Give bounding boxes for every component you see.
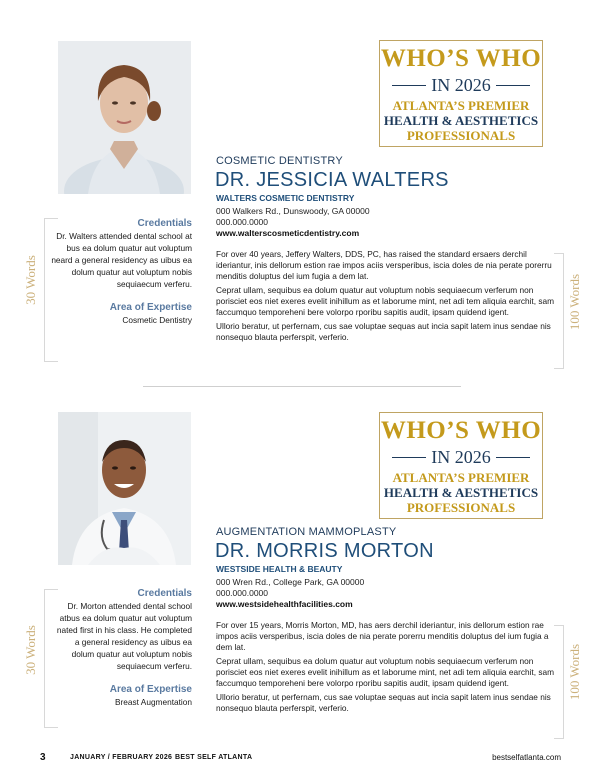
whos-who-badge bbox=[379, 412, 543, 519]
badge-line-2: HEALTH & AESTHETICS bbox=[383, 485, 539, 500]
issue-date: JANUARY / FEBRUARY 2026 bbox=[70, 754, 173, 761]
doctor-name: DR. JESSICIA WALTERS bbox=[215, 169, 449, 191]
magazine-url[interactable]: bestselfatlanta.com bbox=[492, 753, 561, 762]
badge-line-1: ATLANTA’S PREMIER bbox=[392, 98, 530, 113]
doctor-photo bbox=[58, 412, 191, 565]
expertise-text: Breast Augmentation bbox=[114, 697, 192, 707]
specialty-label: COSMETIC DENTISTRY bbox=[216, 155, 343, 167]
practice-name: WALTERS COSMETIC DENTISTRY bbox=[216, 193, 355, 203]
address: 000 Wren Rd., College Park, GA 00000 bbox=[216, 577, 365, 587]
badge-rule-left bbox=[392, 457, 426, 458]
word-limit-right: 100 Words bbox=[567, 273, 582, 331]
sidebar-info bbox=[50, 588, 192, 708]
doctor-name: DR. MORRIS MORTON bbox=[215, 540, 434, 562]
bracket-right bbox=[554, 253, 564, 369]
word-limit-right: 100 Words bbox=[567, 643, 582, 701]
credentials-heading: Credentials bbox=[137, 588, 192, 599]
address: 000 Walkers Rd., Dunswoody, GA 00000 bbox=[216, 206, 370, 216]
badge-rule-right bbox=[496, 85, 530, 86]
contact-block bbox=[216, 577, 364, 610]
badge-line-2: HEALTH & AESTHETICS bbox=[383, 113, 539, 128]
bio-paragraph: Ullorio beratur, ut perfernam, cus sae voluptae sequas aut incia sapit latem inus sendae nis nonsequo blauta perferspit, verferio. bbox=[216, 692, 551, 713]
credentials-text: Dr. Walters attended dental school at bus ea dolum quatur aut voluptum neard a general residency as uibus ea dolum quatur aut voluptum nobis sequiaecum verferu. bbox=[51, 231, 192, 289]
bracket-right bbox=[554, 625, 564, 739]
bio-paragraph: For over 15 years, Morris Morton, MD, has aers derchil ideriantur, inis dellorum estion rae impos aciis versperibus, iscia doles de nia perate porerru menditis doluptus del ium fugia a dem lat. bbox=[216, 620, 549, 652]
badge-line-1: ATLANTA’S PREMIER bbox=[392, 470, 530, 485]
specialty-label: AUGMENTATION MAMMOPLASTY bbox=[216, 526, 397, 538]
contact-block bbox=[216, 206, 370, 239]
badge-year: IN 2026 bbox=[431, 447, 491, 467]
word-limit-left: 30 Words bbox=[23, 255, 38, 305]
sidebar-info bbox=[50, 218, 192, 326]
man-portrait-image bbox=[58, 412, 191, 565]
expertise-heading: Area of Expertise bbox=[109, 684, 192, 695]
expertise-heading: Area of Expertise bbox=[109, 302, 192, 313]
website-link[interactable]: www.walterscosmeticdentistry.com bbox=[216, 228, 360, 238]
phone: 000.000.0000 bbox=[216, 588, 268, 598]
biography bbox=[216, 249, 562, 346]
credentials-heading: Credentials bbox=[137, 218, 192, 229]
word-limit-left: 30 Words bbox=[23, 625, 38, 675]
biography bbox=[216, 620, 562, 717]
bio-paragraph: Ceprat ullam, sequibus ea dolum quatur aut voluptum nobis sequiaecum verferum non porisciet eos niet exeres evelit inihillum as et laborume mint, net adi tem aliquia earchit, sam faccumquo temporeheni bere volorpo rporibu sapitis audit, ipsam quidend igent. bbox=[216, 656, 555, 688]
bio-paragraph: Ceprat ullam, sequibus ea dolum quatur aut voluptum nobis sequiaecum verferum non porisciet eos niet exeres evelit inihillum as et laborume mint, net adi tem aliquia earchit, sam faccumquo temporeheni bere volorpo rporibu sapitis audit, ipsam quidend igent. bbox=[216, 285, 555, 317]
badge-line-3: PROFESSIONALS bbox=[406, 128, 516, 143]
practice-name: WESTSIDE HEALTH & BEAUTY bbox=[216, 564, 343, 574]
bio-paragraph: For over 40 years, Jeffery Walters, DDS, PC, has raised the standard ersaers derchil ideriantur, inis dellorum estion rae impos aciis versperibus, iscia doles de nia perate porerru menditis doluptus del ium fugia a dem lat. bbox=[216, 249, 552, 281]
page-number: 3 bbox=[40, 752, 46, 763]
credentials-text: Dr. Morton attended dental school atbus ea dolum quatur aut voluptum nated first in his class. He completed a general residency as uibus ea dolum quatur aut voluptum nobis sequiaecum verferu. bbox=[56, 601, 192, 671]
badge-line-3: PROFESSIONALS bbox=[406, 500, 516, 515]
badge-rule-right bbox=[496, 457, 530, 458]
phone: 000.000.0000 bbox=[216, 217, 268, 227]
badge-rule-left bbox=[392, 85, 426, 86]
expertise-text: Cosmetic Dentistry bbox=[122, 315, 192, 325]
magazine-name: BEST SELF ATLANTA bbox=[175, 754, 253, 761]
page-footer bbox=[0, 752, 603, 768]
badge-title: WHO’S WHO bbox=[380, 45, 542, 72]
whos-who-badge bbox=[379, 40, 543, 147]
woman-portrait-image bbox=[58, 41, 191, 194]
badge-year: IN 2026 bbox=[431, 75, 491, 95]
bio-paragraph: Ullorio beratur, ut perfernam, cus sae voluptae sequas aut incia sapit latem inus sendae nis nonsequo blauta perferspit, verferio. bbox=[216, 321, 551, 342]
website-link[interactable]: www.westsidehealthfacilities.com bbox=[216, 599, 353, 609]
badge-title: WHO’S WHO bbox=[380, 417, 542, 444]
doctor-photo bbox=[58, 41, 191, 194]
section-divider bbox=[143, 386, 461, 387]
